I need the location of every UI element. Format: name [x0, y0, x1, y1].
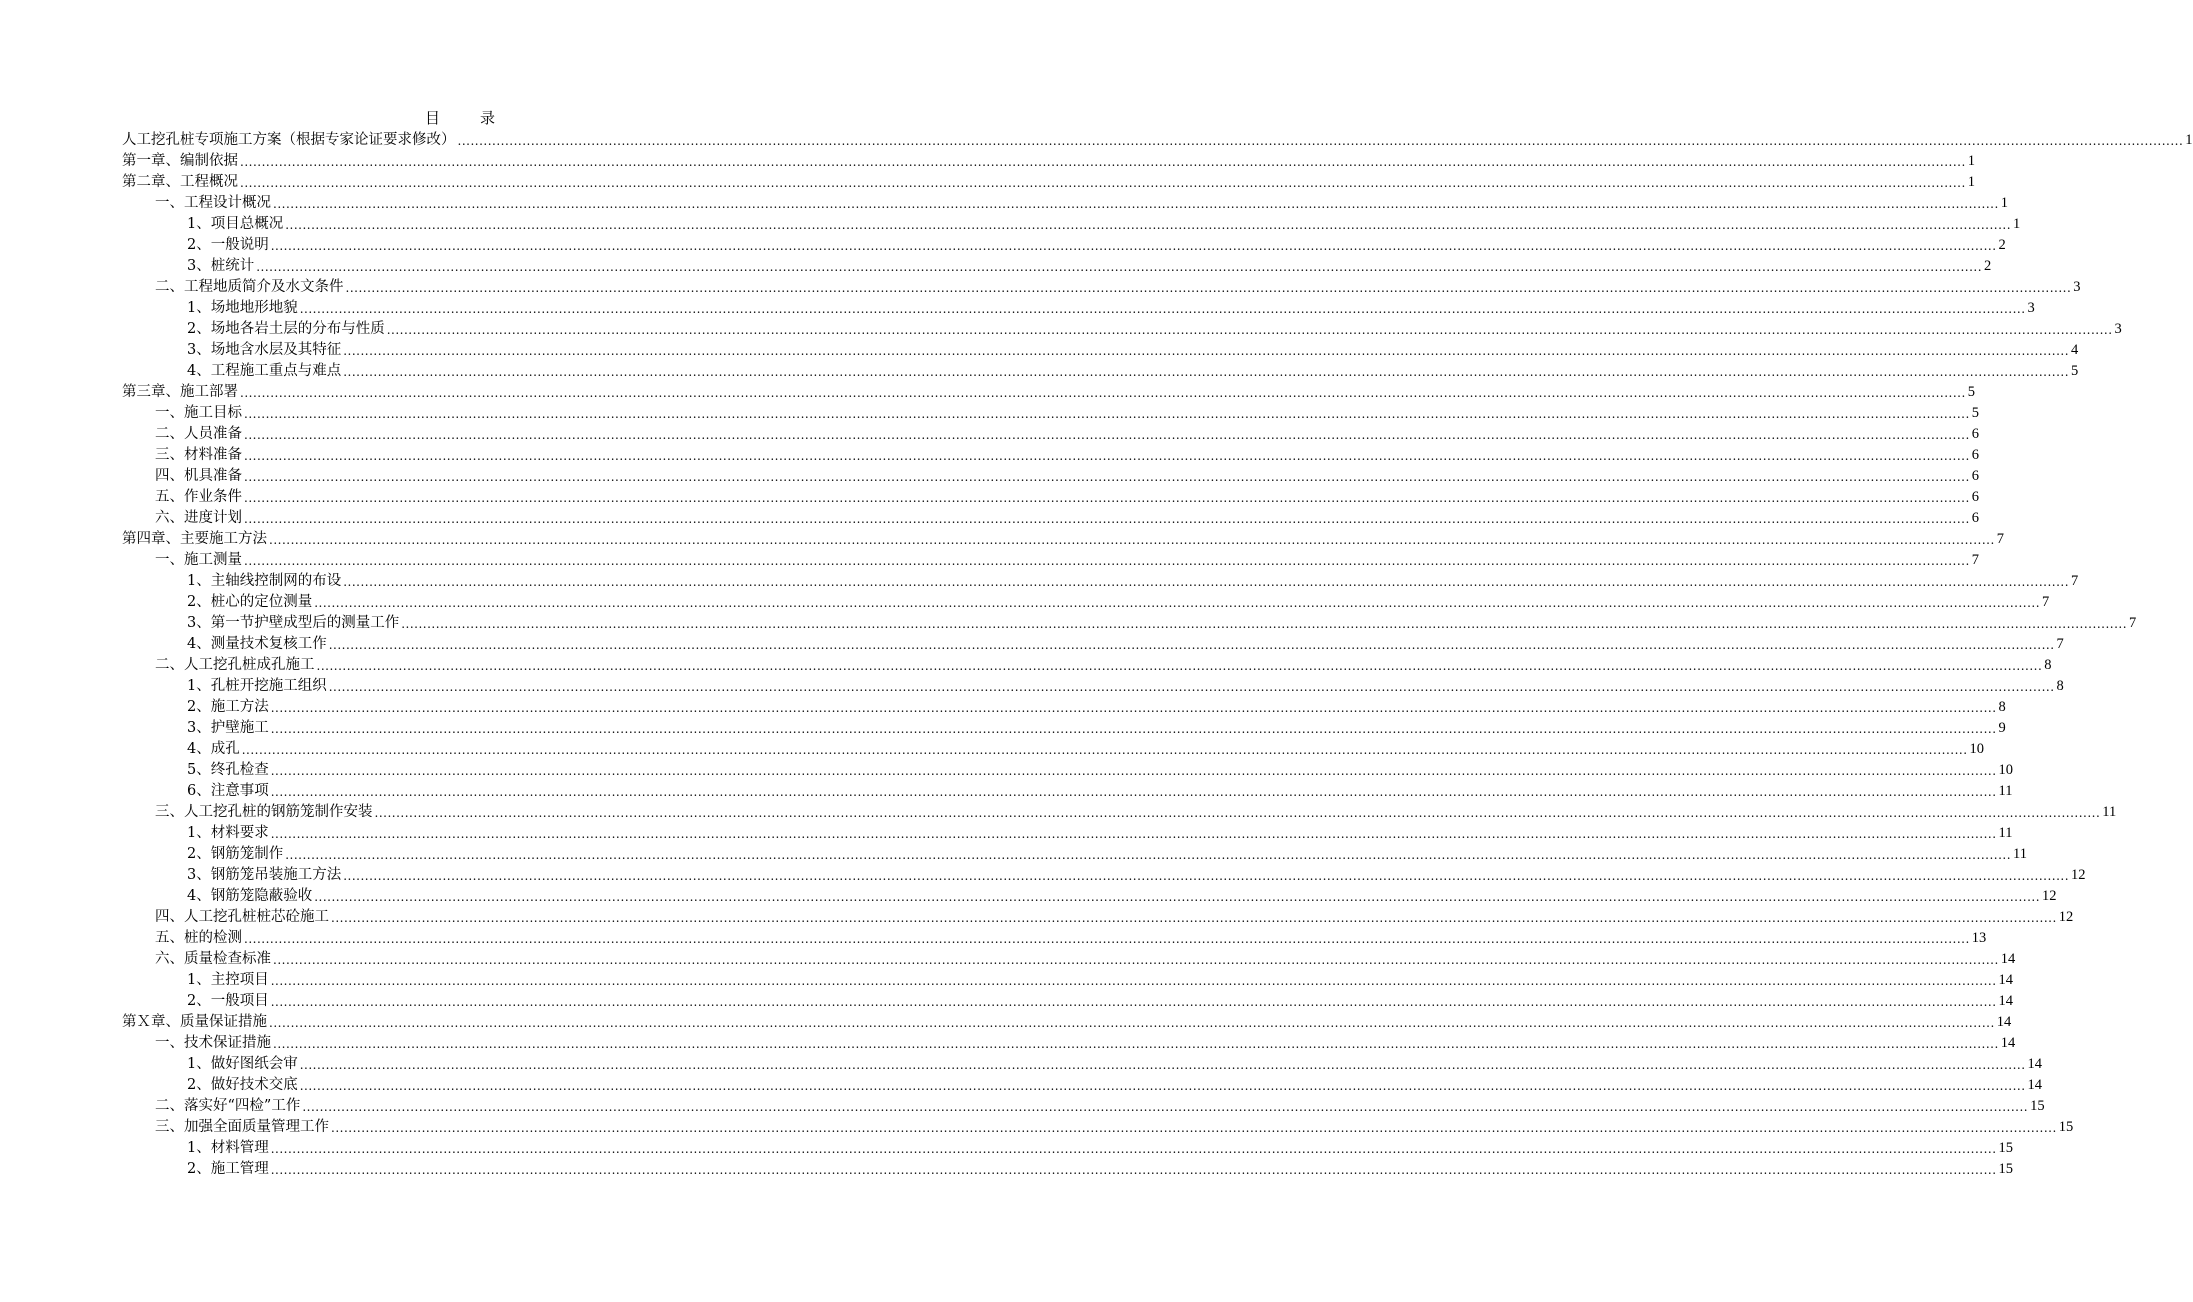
toc-entry[interactable]: [122, 1075, 2043, 1096]
toc-leader-dots: ................................................................................................................................................................................................................................................................................................................................................................................................................: [386, 323, 2113, 337]
toc-entry-page: 3: [2114, 321, 2122, 337]
toc-leader-dots: ................................................................................................................................................................................................................................................................................................................................................................................................................: [343, 344, 2070, 358]
toc-entry-label: 2、施工方法: [187, 699, 269, 715]
toc-entry[interactable]: [122, 928, 1987, 949]
toc-entry-page: 14: [1996, 1014, 2012, 1030]
toc-entry[interactable]: [122, 550, 1980, 571]
toc-entry[interactable]: [122, 739, 1985, 760]
toc-entry-label: 人工挖孔桩专项施工方案（根据专家论证要求修改）: [122, 132, 456, 148]
toc-entry-page: 8: [2056, 678, 2064, 694]
toc-leader-dots: ................................................................................................................................................................................................................................................................................................................................................................................................................: [244, 932, 1970, 946]
toc-entry-page: 11: [2102, 804, 2117, 820]
toc-entry-page: 4: [2071, 342, 2079, 358]
toc-leader-dots: ................................................................................................................................................................................................................................................................................................................................................................................................................: [270, 701, 1997, 715]
toc-entry[interactable]: [122, 298, 2035, 319]
toc-leader-dots: ................................................................................................................................................................................................................................................................................................................................................................................................................: [316, 659, 2043, 673]
toc-entry-label: 三、材料准备: [155, 447, 242, 463]
toc-entry-page: 14: [1998, 972, 2014, 988]
toc-entry[interactable]: [122, 718, 2006, 739]
toc-entry[interactable]: [122, 802, 2117, 823]
toc-entry[interactable]: [122, 235, 2006, 256]
toc-entry-label: 3、护壁施工: [187, 720, 269, 736]
toc-entry-page: 9: [1998, 720, 2006, 736]
toc-entry-label: 1、主轴线控制网的布设: [187, 573, 342, 589]
toc-entry[interactable]: [122, 508, 1980, 529]
toc-entry[interactable]: [122, 886, 2057, 907]
toc-entry-page: 12: [2058, 909, 2074, 925]
toc-entry-label: 1、孔桩开挖施工组织: [187, 678, 327, 694]
toc-leader-dots: ................................................................................................................................................................................................................................................................................................................................................................................................................: [269, 533, 1995, 547]
toc-entry-page: 1: [1967, 153, 1976, 169]
toc-entry-label: 5、终孔检查: [187, 762, 269, 778]
toc-entry-label: 第Ｘ章、质量保证措施: [122, 1014, 267, 1030]
toc-entry-page: 6: [1971, 426, 1980, 442]
toc-leader-dots: ................................................................................................................................................................................................................................................................................................................................................................................................................: [343, 869, 2070, 883]
toc-entry-label: 三、加强全面质量管理工作: [155, 1119, 329, 1135]
toc-entry-label: 2、桩心的定位测量: [187, 594, 313, 610]
toc-entry[interactable]: [122, 970, 2014, 991]
toc-entry[interactable]: [122, 319, 2122, 340]
toc-entry-page: 1: [2013, 216, 2021, 232]
toc-leader-dots: ................................................................................................................................................................................................................................................................................................................................................................................................................: [244, 407, 1970, 421]
toc-title: [0, 108, 920, 128]
toc-leader-dots: ................................................................................................................................................................................................................................................................................................................................................................................................................: [240, 386, 1966, 400]
toc-leader-dots: ................................................................................................................................................................................................................................................................................................................................................................................................................: [244, 428, 1970, 442]
toc-entry-label: 4、测量技术复核工作: [187, 636, 327, 652]
toc-entry-page: 2: [1984, 258, 1992, 274]
toc-leader-dots: ................................................................................................................................................................................................................................................................................................................................................................................................................: [345, 281, 2072, 295]
toc-entry-label: 三、人工挖孔桩的钢筋笼制作安装: [155, 804, 373, 820]
toc-entry[interactable]: [122, 1159, 2014, 1180]
toc-entry[interactable]: [122, 172, 1976, 193]
toc-entry-label: 第三章、施工部署: [122, 384, 238, 400]
toc-entry-page: 10: [1998, 762, 2014, 778]
toc-entry-label: 一、施工目标: [155, 405, 242, 421]
toc-entry[interactable]: [122, 1054, 2043, 1075]
toc-title-right: 录: [480, 109, 496, 127]
toc-leader-dots: ................................................................................................................................................................................................................................................................................................................................................................................................................: [331, 1121, 2057, 1135]
toc-leader-dots: ................................................................................................................................................................................................................................................................................................................................................................................................................: [328, 680, 2055, 694]
toc-leader-dots: ................................................................................................................................................................................................................................................................................................................................................................................................................: [270, 722, 1997, 736]
toc-leader-dots: ................................................................................................................................................................................................................................................................................................................................................................................................................: [244, 449, 1970, 463]
toc-leader-dots: ................................................................................................................................................................................................................................................................................................................................................................................................................: [270, 239, 1997, 253]
toc-leader-dots: ................................................................................................................................................................................................................................................................................................................................................................................................................: [401, 617, 2128, 631]
toc-entry[interactable]: [122, 1138, 2014, 1159]
toc-leader-dots: ................................................................................................................................................................................................................................................................................................................................................................................................................: [273, 1037, 1999, 1051]
toc-entry-label: 3、桩统计: [187, 258, 255, 274]
toc-entry-label: 2、一般说明: [187, 237, 269, 253]
toc-leader-dots: ................................................................................................................................................................................................................................................................................................................................................................................................................: [270, 1163, 1997, 1177]
toc-entry-page: 14: [1998, 993, 2014, 1009]
toc-leader-dots: ................................................................................................................................................................................................................................................................................................................................................................................................................: [457, 134, 2184, 148]
toc-entry-label: 1、项目总概况: [187, 216, 284, 232]
toc-leader-dots: ................................................................................................................................................................................................................................................................................................................................................................................................................: [256, 260, 1983, 274]
toc-entry[interactable]: [122, 634, 2064, 655]
toc-entry[interactable]: [122, 151, 1976, 172]
toc-entry[interactable]: [122, 424, 1980, 445]
toc-entry-page: 1: [2000, 195, 2009, 211]
toc-leader-dots: ................................................................................................................................................................................................................................................................................................................................................................................................................: [328, 638, 2055, 652]
toc-entry-page: 7: [1996, 531, 2005, 547]
toc-entry[interactable]: [122, 529, 2005, 550]
toc-entry[interactable]: [122, 256, 1992, 277]
toc-leader-dots: ................................................................................................................................................................................................................................................................................................................................................................................................................: [270, 764, 1997, 778]
toc-leader-dots: ................................................................................................................................................................................................................................................................................................................................................................................................................: [244, 491, 1970, 505]
toc-leader-dots: ................................................................................................................................................................................................................................................................................................................................................................................................................: [314, 890, 2041, 904]
toc-entry-page: 6: [1971, 447, 1980, 463]
toc-entry-page: 5: [2071, 363, 2079, 379]
toc-entry[interactable]: [122, 214, 2021, 235]
toc-entry[interactable]: [122, 781, 2013, 802]
toc-entry[interactable]: [122, 760, 2014, 781]
toc-entry-page: 3: [2073, 279, 2081, 295]
toc-entry-page: 15: [2030, 1098, 2045, 1114]
toc-entry[interactable]: [122, 1117, 2074, 1138]
toc-entry[interactable]: [122, 571, 2079, 592]
toc-entry-page: 15: [1998, 1140, 2014, 1156]
toc-entry-label: 2、钢筋笼制作: [187, 846, 284, 862]
toc-entry-page: 6: [1971, 468, 1980, 484]
toc-leader-dots: ................................................................................................................................................................................................................................................................................................................................................................................................................: [270, 785, 1997, 799]
toc-entry[interactable]: [122, 403, 1980, 424]
toc-title-left: 目: [424, 109, 440, 127]
toc-list: [122, 130, 2193, 1180]
toc-entry-label: 六、进度计划: [155, 510, 242, 526]
toc-entry-label: 2、做好技术交底: [187, 1077, 298, 1093]
toc-entry[interactable]: [122, 991, 2014, 1012]
toc-leader-dots: ................................................................................................................................................................................................................................................................................................................................................................................................................: [285, 218, 2012, 232]
toc-entry-page: 13: [1971, 930, 1987, 946]
toc-entry-label: 二、人员准备: [155, 426, 242, 442]
toc-entry-page: 5: [1971, 405, 1980, 421]
toc-entry-label: 四、人工挖孔桩桩芯砼施工: [155, 909, 329, 925]
toc-entry[interactable]: [122, 1012, 2012, 1033]
toc-entry-page: 15: [2058, 1119, 2074, 1135]
toc-entry-page: 15: [1998, 1161, 2014, 1177]
toc-entry-label: 1、材料要求: [187, 825, 269, 841]
toc-entry-page: 5: [1967, 384, 1976, 400]
toc-entry[interactable]: [122, 823, 2013, 844]
toc-leader-dots: ................................................................................................................................................................................................................................................................................................................................................................................................................: [343, 365, 2070, 379]
toc-entry-label: 1、主控项目: [187, 972, 269, 988]
toc-entry-page: 12: [2071, 867, 2086, 883]
toc-entry-page: 14: [2027, 1077, 2043, 1093]
toc-entry-page: 7: [2071, 573, 2079, 589]
toc-entry-page: 8: [1998, 699, 2006, 715]
toc-entry-label: 4、钢筋笼隐蔽验收: [187, 888, 313, 904]
toc-leader-dots: ................................................................................................................................................................................................................................................................................................................................................................................................................: [314, 596, 2041, 610]
toc-entry-label: 2、施工管理: [187, 1161, 269, 1177]
toc-leader-dots: ................................................................................................................................................................................................................................................................................................................................................................................................................: [244, 554, 1970, 568]
toc-entry-page: 3: [2027, 300, 2035, 316]
toc-entry-page: 14: [2027, 1056, 2043, 1072]
toc-entry-label: 2、场地各岩土层的分布与性质: [187, 321, 385, 337]
toc-entry[interactable]: [122, 697, 2006, 718]
toc-entry[interactable]: [122, 487, 1980, 508]
toc-entry[interactable]: [122, 865, 2086, 886]
toc-entry[interactable]: [122, 655, 2052, 676]
toc-entry-page: 1: [1967, 174, 1976, 190]
toc-entry[interactable]: [122, 277, 2081, 298]
toc-leader-dots: ................................................................................................................................................................................................................................................................................................................................................................................................................: [270, 827, 1997, 841]
toc-entry-label: 4、成孔: [187, 741, 240, 757]
toc-leader-dots: ................................................................................................................................................................................................................................................................................................................................................................................................................: [299, 1058, 2026, 1072]
toc-entry[interactable]: [122, 340, 2079, 361]
toc-leader-dots: ................................................................................................................................................................................................................................................................................................................................................................................................................: [244, 470, 1970, 484]
toc-entry-label: 第二章、工程概况: [122, 174, 238, 190]
toc-entry-label: 五、作业条件: [155, 489, 242, 505]
toc-entry-label: 二、落实好“四检”工作: [155, 1098, 301, 1114]
toc-entry[interactable]: [122, 1033, 2016, 1054]
toc-entry-label: 一、施工测量: [155, 552, 242, 568]
toc-entry-label: 第一章、编制依据: [122, 153, 238, 169]
toc-entry-page: 7: [2042, 594, 2050, 610]
toc-leader-dots: ................................................................................................................................................................................................................................................................................................................................................................................................................: [244, 512, 1970, 526]
toc-leader-dots: ................................................................................................................................................................................................................................................................................................................................................................................................................: [299, 1079, 2026, 1093]
toc-entry-label: 第四章、主要施工方法: [122, 531, 267, 547]
toc-entry[interactable]: [122, 382, 1976, 403]
toc-leader-dots: ................................................................................................................................................................................................................................................................................................................................................................................................................: [302, 1100, 2029, 1114]
toc-leader-dots: ................................................................................................................................................................................................................................................................................................................................................................................................................: [270, 995, 1997, 1009]
toc-leader-dots: ................................................................................................................................................................................................................................................................................................................................................................................................................: [331, 911, 2057, 925]
toc-entry-label: 6、注意事项: [187, 783, 269, 799]
toc-entry-page: 1: [2185, 132, 2193, 148]
toc-entry[interactable]: [122, 193, 2009, 214]
toc-entry-page: 7: [1971, 552, 1980, 568]
toc-entry-page: 10: [1969, 741, 1985, 757]
toc-leader-dots: ................................................................................................................................................................................................................................................................................................................................................................................................................: [374, 806, 2101, 820]
toc-entry-label: 1、做好图纸会审: [187, 1056, 298, 1072]
toc-leader-dots: ................................................................................................................................................................................................................................................................................................................................................................................................................: [273, 197, 1999, 211]
toc-entry-page: 11: [2013, 846, 2027, 862]
toc-entry[interactable]: [122, 361, 2079, 382]
toc-entry[interactable]: [122, 613, 2137, 634]
toc-entry[interactable]: [122, 130, 2193, 151]
toc-leader-dots: ................................................................................................................................................................................................................................................................................................................................................................................................................: [269, 1016, 1995, 1030]
toc-entry[interactable]: [122, 907, 2074, 928]
toc-entry-label: 二、工程地质简介及水文条件: [155, 279, 344, 295]
toc-leader-dots: ................................................................................................................................................................................................................................................................................................................................................................................................................: [285, 848, 2012, 862]
toc-entry[interactable]: [122, 445, 1980, 466]
toc-entry-label: 二、人工挖孔桩成孔施工: [155, 657, 315, 673]
toc-entry-label: 一、工程设计概况: [155, 195, 271, 211]
toc-entry-label: 1、材料管理: [187, 1140, 269, 1156]
toc-entry-page: 2: [1998, 237, 2006, 253]
toc-leader-dots: ................................................................................................................................................................................................................................................................................................................................................................................................................: [241, 743, 1968, 757]
toc-entry-label: 一、技术保证措施: [155, 1035, 271, 1051]
toc-entry-page: 6: [1971, 489, 1980, 505]
toc-leader-dots: ................................................................................................................................................................................................................................................................................................................................................................................................................: [273, 953, 1999, 967]
toc-leader-dots: ................................................................................................................................................................................................................................................................................................................................................................................................................: [343, 575, 2070, 589]
toc-entry-page: 11: [1998, 783, 2013, 799]
toc-entry-page: 8: [2044, 657, 2052, 673]
toc-entry-page: 14: [2000, 951, 2016, 967]
toc-entry-page: 6: [1971, 510, 1980, 526]
toc-leader-dots: ................................................................................................................................................................................................................................................................................................................................................................................................................: [270, 974, 1997, 988]
toc-entry-label: 1、场地地形地貌: [187, 300, 298, 316]
toc-entry[interactable]: [122, 676, 2064, 697]
toc-entry-label: 2、一般项目: [187, 993, 269, 1009]
toc-entry-label: 六、质量检查标准: [155, 951, 271, 967]
toc-entry-page: 11: [1998, 825, 2013, 841]
toc-entry-label: 五、桩的检测: [155, 930, 242, 946]
toc-entry-page: 7: [2129, 615, 2137, 631]
toc-entry-page: 7: [2056, 636, 2064, 652]
toc-entry[interactable]: [122, 466, 1980, 487]
toc-leader-dots: ................................................................................................................................................................................................................................................................................................................................................................................................................: [240, 155, 1966, 169]
toc-leader-dots: ................................................................................................................................................................................................................................................................................................................................................................................................................: [299, 302, 2026, 316]
toc-entry-page: 14: [2000, 1035, 2016, 1051]
toc-entry[interactable]: [122, 844, 2027, 865]
toc-entry-label: 3、第一节护壁成型后的测量工作: [187, 615, 400, 631]
toc-leader-dots: ................................................................................................................................................................................................................................................................................................................................................................................................................: [270, 1142, 1997, 1156]
toc-entry[interactable]: [122, 949, 2016, 970]
toc-entry-label: 四、机具准备: [155, 468, 242, 484]
toc-entry[interactable]: [122, 592, 2050, 613]
toc-entry-page: 12: [2042, 888, 2057, 904]
toc-leader-dots: ................................................................................................................................................................................................................................................................................................................................................................................................................: [240, 176, 1966, 190]
toc-entry-label: 3、钢筋笼吊装施工方法: [187, 867, 342, 883]
toc-entry-label: 4、工程施工重点与难点: [187, 363, 342, 379]
toc-entry-label: 3、场地含水层及其特征: [187, 342, 342, 358]
toc-entry[interactable]: [122, 1096, 2045, 1117]
